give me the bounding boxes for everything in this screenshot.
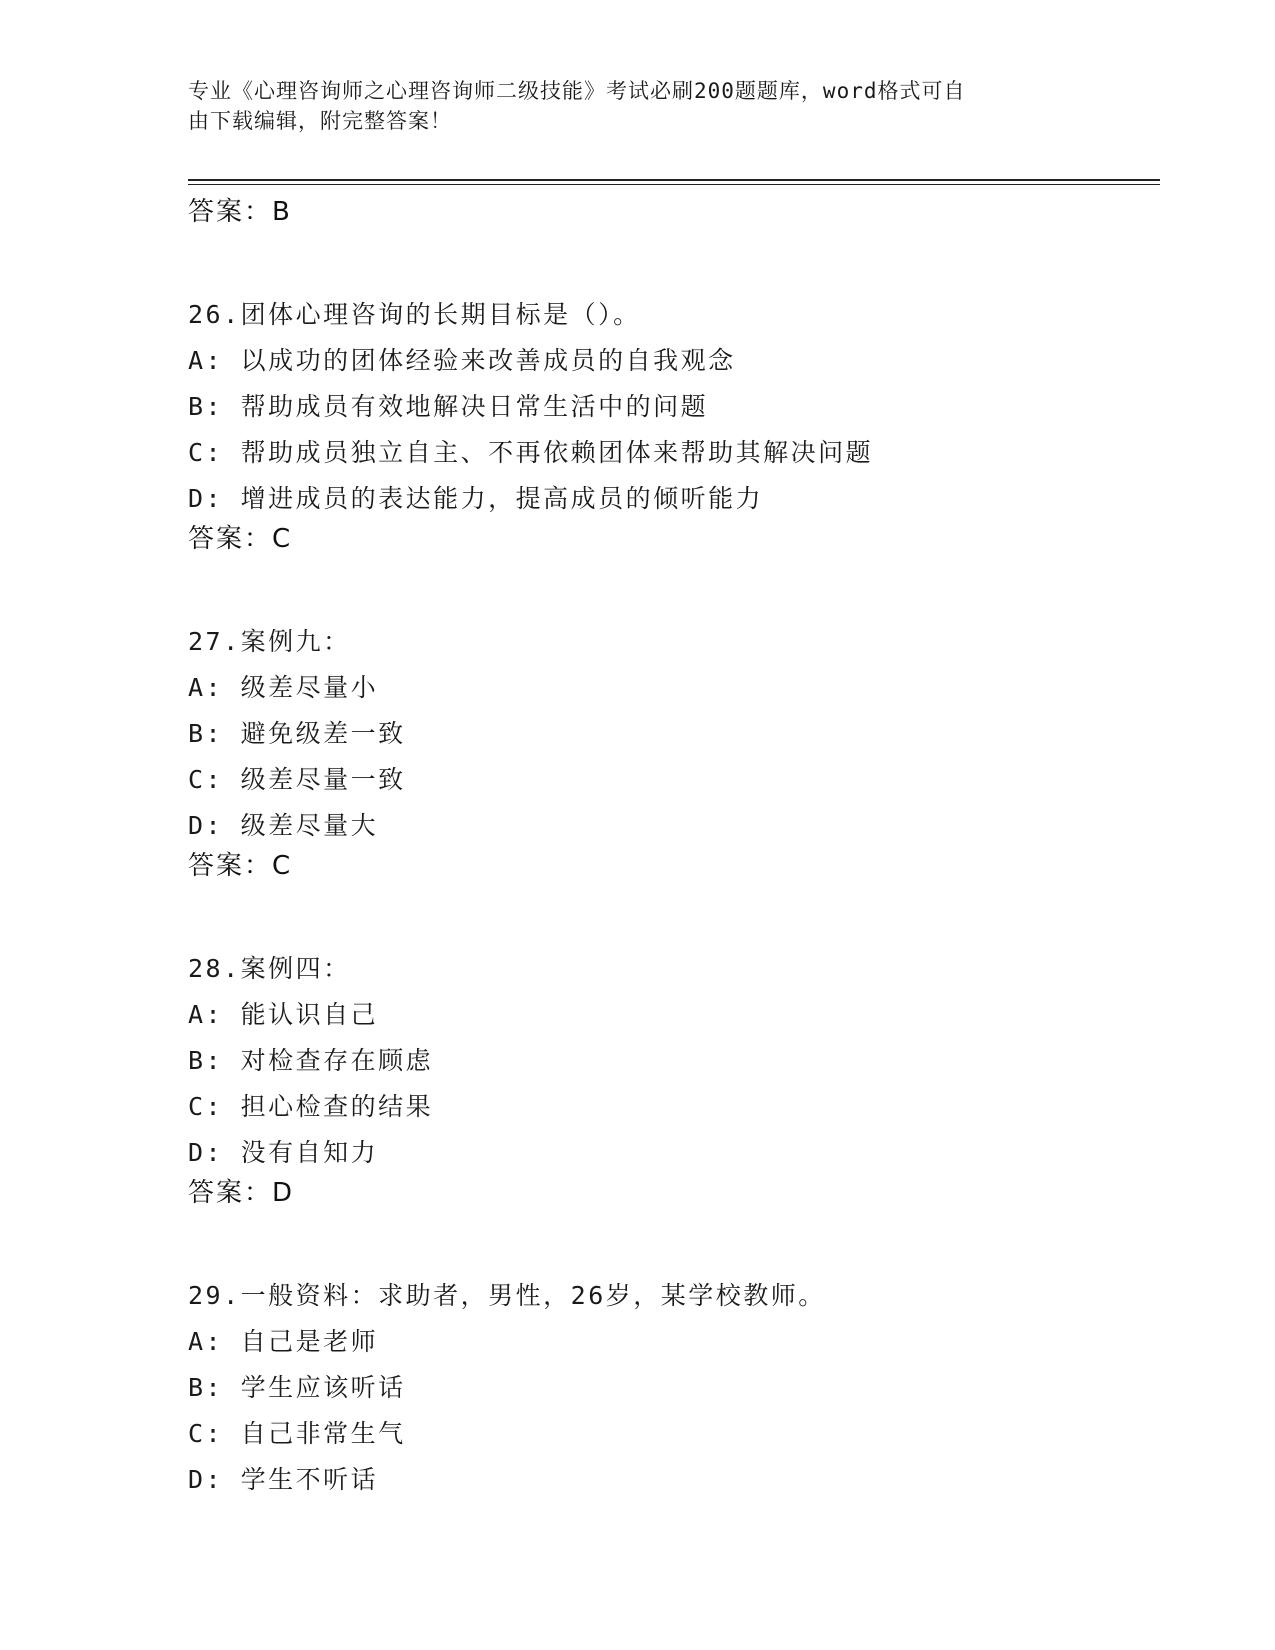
header-line-1: 专业《心理咨询师之心理咨询师二级技能》考试必刷200题题库，word格式可自 <box>188 79 966 103</box>
option-d: D: 学生不听话 <box>188 1465 379 1494</box>
answer: 答案：D <box>188 1178 295 1208</box>
question-list <box>188 195 1158 1503</box>
option-c: C: 自己非常生气 <box>188 1419 406 1448</box>
option-d: D: 增进成员的表达能力，提高成员的倾听能力 <box>188 484 764 513</box>
option-d: D: 级差尽量大 <box>188 811 379 840</box>
question-title: 26.团体心理咨询的长期目标是（）。 <box>188 300 641 329</box>
question-28 <box>188 945 1158 1210</box>
option-a: A: 能认识自己 <box>188 1000 379 1029</box>
question-title: 28.案例四： <box>188 954 351 983</box>
option-b: B: 学生应该听话 <box>188 1373 406 1402</box>
header-divider-thin <box>188 184 1160 185</box>
option-c: C: 帮助成员独立自主、不再依赖团体来帮助其解决问题 <box>188 438 874 467</box>
option-a: A: 级差尽量小 <box>188 673 379 702</box>
option-d: D: 没有自知力 <box>188 1138 379 1167</box>
option-c: C: 担心检查的结果 <box>188 1092 434 1121</box>
option-b: B: 避免级差一致 <box>188 719 406 748</box>
previous-answer: 答案：B <box>188 197 292 227</box>
document-header <box>188 76 1088 136</box>
answer: 答案：C <box>188 524 293 554</box>
option-c: C: 级差尽量一致 <box>188 765 406 794</box>
question-title: 27.案例九： <box>188 627 351 656</box>
question-26 <box>188 291 1158 556</box>
option-a: A: 自己是老师 <box>188 1327 379 1356</box>
question-29 <box>188 1272 1158 1503</box>
header-divider-thick <box>188 179 1160 181</box>
question-27 <box>188 618 1158 883</box>
option-b: B: 对检查存在顾虑 <box>188 1046 434 1075</box>
answer: 答案：C <box>188 851 293 881</box>
question-title: 29.一般资料：求助者，男性，26岁，某学校教师。 <box>188 1281 826 1310</box>
header-line-2: 由下载编辑，附完整答案！ <box>188 109 452 133</box>
option-b: B: 帮助成员有效地解决日常生活中的问题 <box>188 392 709 421</box>
option-a: A: 以成功的团体经验来改善成员的自我观念 <box>188 346 736 375</box>
